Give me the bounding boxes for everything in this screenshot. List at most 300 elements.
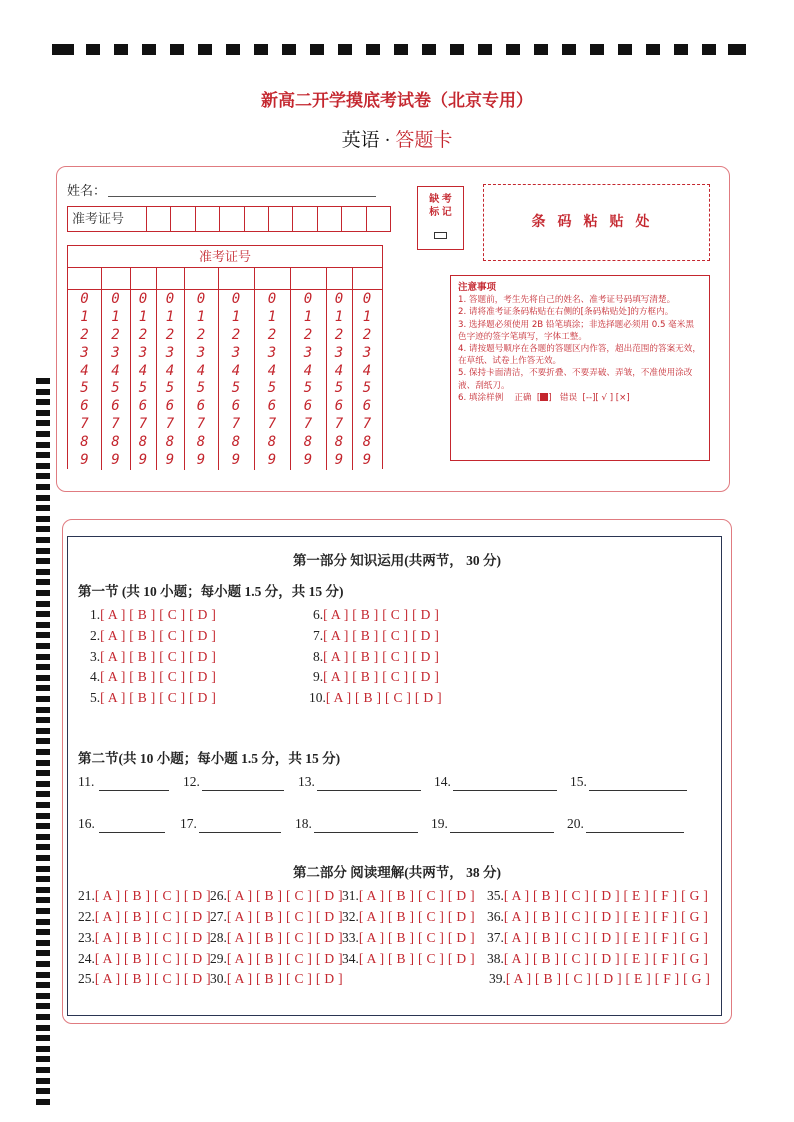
- digit-bubble[interactable]: 5: [165, 380, 175, 397]
- digit-bubble[interactable]: 7: [196, 416, 206, 433]
- digit-bubble[interactable]: 0: [303, 291, 313, 307]
- digit-bubble[interactable]: 3: [334, 344, 344, 361]
- digit-bubble[interactable]: 9: [138, 452, 148, 469]
- part1-title: 第一部分 知识运用(共两节， 30 分): [292, 553, 502, 568]
- choice-bubbles[interactable]: [ A ] [ B ] [ C ] [ D ]: [358, 951, 475, 966]
- question-number: 22.: [78, 909, 95, 924]
- absent-mark-box: [417, 186, 464, 250]
- digit-bubble[interactable]: 7: [165, 416, 175, 433]
- digit-bubble[interactable]: 2: [196, 326, 206, 343]
- exam-id-label: 准考证号: [68, 207, 147, 231]
- choice-bubbles[interactable]: [ A ] [ B ] [ C ] [ D ]: [226, 930, 343, 945]
- digit-bubble[interactable]: 1: [165, 308, 175, 325]
- digit-column: [133, 290, 153, 469]
- alignment-mark: [282, 44, 296, 55]
- digit-bubble[interactable]: 1: [111, 308, 120, 325]
- question-number: 34.: [342, 951, 359, 966]
- exam-id-write-row: [67, 206, 391, 232]
- digit-bubble[interactable]: 4: [362, 362, 372, 379]
- alignment-mark: [198, 44, 212, 55]
- choice-bubbles[interactable]: [ A ] [ B ] [ C ] [ D ] [ E ] [ F ] [ G ]: [503, 930, 709, 945]
- digit-bubble[interactable]: 5: [231, 380, 241, 397]
- choice-bubbles[interactable]: [ A ] [ B ] [ C ] [ D ]: [94, 888, 211, 903]
- digit-bubble[interactable]: 6: [138, 398, 148, 415]
- alignment-mark: [36, 972, 50, 978]
- alignment-mark: [226, 44, 240, 55]
- absent-checkbox[interactable]: [434, 232, 447, 239]
- alignment-mark: [36, 887, 50, 893]
- exam-id-box[interactable]: [269, 207, 293, 231]
- question-number: 9.: [313, 669, 324, 684]
- alignment-mark: [86, 44, 100, 55]
- digit-bubble[interactable]: 2: [138, 326, 148, 343]
- digit-bubble[interactable]: 8: [111, 434, 120, 451]
- digit-bubble[interactable]: 8: [196, 434, 206, 451]
- digit-bubble[interactable]: 9: [362, 452, 372, 469]
- alignment-mark: [36, 940, 50, 946]
- question-number: 38.: [487, 951, 504, 966]
- digit-bubble[interactable]: 4: [267, 362, 277, 379]
- notice-box: [450, 275, 710, 461]
- title-dot: ·: [384, 130, 391, 151]
- alignment-mark: [36, 929, 50, 935]
- question-35: [487, 888, 708, 904]
- choice-bubbles[interactable]: [ A ] [ B ] [ C ] [ D ]: [226, 888, 343, 903]
- digit-bubble[interactable]: 4: [111, 362, 120, 379]
- digit-bubble[interactable]: 1: [334, 308, 344, 325]
- question-39: [489, 971, 710, 987]
- answer-blank[interactable]: [453, 790, 557, 791]
- digit-bubble[interactable]: 0: [138, 291, 148, 307]
- choice-bubbles[interactable]: [ A ] [ B ] [ C ] [ D ]: [100, 669, 217, 684]
- alignment-mark: [338, 44, 352, 55]
- question-4: [90, 669, 216, 685]
- blank-number: 14.: [434, 774, 451, 789]
- digit-bubble[interactable]: 3: [303, 344, 313, 361]
- digit-bubble[interactable]: 7: [80, 416, 89, 433]
- blank-number: 20.: [567, 816, 584, 831]
- question-5: [90, 690, 216, 706]
- question-37: [487, 930, 708, 946]
- digit-bubble[interactable]: 5: [362, 380, 372, 397]
- fill-sample-row: [458, 392, 702, 404]
- alignment-mark: [36, 770, 50, 776]
- alignment-mark: [618, 44, 632, 55]
- choice-bubbles[interactable]: [ A ] [ B ] [ C ] [ D ]: [100, 607, 217, 622]
- digit-bubble[interactable]: 4: [80, 362, 89, 379]
- alignment-mark: [646, 44, 660, 55]
- digit-bubble[interactable]: 9: [267, 452, 277, 469]
- digit-bubble[interactable]: 3: [196, 344, 206, 361]
- digit-bubble[interactable]: 0: [267, 291, 277, 307]
- digit-bubble[interactable]: 0: [196, 291, 206, 307]
- digit-column: [262, 290, 282, 469]
- digit-bubble[interactable]: 2: [334, 326, 344, 343]
- digit-bubble[interactable]: 2: [111, 326, 120, 343]
- alignment-mark: [36, 389, 50, 395]
- digit-bubble[interactable]: 0: [334, 291, 344, 307]
- digit-bubble[interactable]: 0: [111, 291, 120, 307]
- grid-title: 准考证号: [68, 246, 382, 268]
- alignment-mark: [36, 654, 50, 660]
- alignment-mark: [36, 601, 50, 607]
- question-number: 8.: [313, 649, 324, 664]
- question-number: 31.: [342, 888, 359, 903]
- question-7: [313, 628, 439, 644]
- answer-blank[interactable]: [99, 832, 165, 833]
- alignment-mark: [36, 897, 50, 903]
- question-28: [210, 930, 343, 946]
- answer-blank[interactable]: [202, 790, 284, 791]
- answer-blank[interactable]: [317, 790, 421, 791]
- digit-column: [298, 290, 318, 469]
- digit-bubble[interactable]: 3: [138, 344, 148, 361]
- question-6: [313, 607, 439, 623]
- digit-bubble[interactable]: 8: [334, 434, 344, 451]
- digit-column: [226, 290, 246, 469]
- blank-number: 12.: [183, 774, 200, 789]
- alignment-mark: [36, 463, 50, 469]
- left-alignment-marks: [36, 378, 50, 1118]
- digit-bubble[interactable]: 6: [80, 398, 89, 415]
- choice-bubbles[interactable]: [ A ] [ B ] [ C ] [ D ]: [226, 951, 343, 966]
- choice-bubbles[interactable]: [ A ] [ B ] [ C ] [ D ]: [94, 971, 211, 986]
- alignment-mark: [36, 1088, 50, 1094]
- notice-item: 3. 选择题必须使用 2B 铅笔填涂；非选择题必须用 0.5 毫米黑色字迹的签字笔填写，字体工整。: [458, 319, 694, 342]
- question-31: [342, 888, 475, 904]
- digit-bubble[interactable]: 5: [196, 380, 206, 397]
- alignment-mark: [36, 452, 50, 458]
- digit-bubble[interactable]: 0: [231, 291, 241, 307]
- question-2: [90, 628, 216, 644]
- digit-bubble[interactable]: 3: [231, 344, 241, 361]
- choice-bubbles[interactable]: [ A ] [ B ] [ C ] [ D ] [ E ] [ F ] [ G ]: [503, 909, 709, 924]
- absent-label-line: 标 记: [429, 207, 452, 218]
- question-25: [78, 971, 211, 987]
- alignment-mark: [36, 516, 50, 522]
- grid-divider: [218, 267, 219, 470]
- digit-bubble[interactable]: 0: [80, 291, 89, 307]
- digit-bubble[interactable]: 7: [138, 416, 148, 433]
- digit-column: [106, 290, 126, 469]
- choice-bubbles[interactable]: [ A ] [ B ] [ C ] [ D ]: [100, 649, 217, 664]
- digit-bubble[interactable]: 4: [196, 362, 206, 379]
- blank-number: 13.: [298, 774, 315, 789]
- alignment-mark: [422, 44, 436, 55]
- alignment-mark: [36, 834, 50, 840]
- question-3: [90, 649, 216, 665]
- section1-title: 第一节 (共 10 小题；每小题 1.5 分，共 15 分): [78, 584, 344, 599]
- alignment-mark: [36, 579, 50, 585]
- digit-bubble[interactable]: 8: [165, 434, 175, 451]
- question-number: 3.: [90, 649, 101, 664]
- digit-bubble[interactable]: 9: [231, 452, 241, 469]
- digit-bubble[interactable]: 4: [165, 362, 175, 379]
- grid-divider: [130, 267, 131, 470]
- exam-id-box[interactable]: [293, 207, 317, 231]
- digit-bubble[interactable]: 3: [267, 344, 277, 361]
- exam-id-box[interactable]: [147, 207, 171, 231]
- digit-bubble[interactable]: 8: [267, 434, 277, 451]
- exam-id-box[interactable]: [367, 207, 390, 231]
- answer-blank[interactable]: [450, 832, 554, 833]
- digit-bubble[interactable]: 4: [334, 362, 344, 379]
- alignment-mark: [36, 495, 50, 501]
- alignment-mark: [36, 611, 50, 617]
- alignment-mark: [36, 717, 50, 723]
- choice-bubbles[interactable]: [ A ] [ B ] [ C ] [ D ]: [94, 909, 211, 924]
- digit-bubble[interactable]: 1: [138, 308, 148, 325]
- question-number: 26.: [210, 888, 227, 903]
- alignment-mark: [36, 622, 50, 628]
- choice-bubbles[interactable]: [ A ] [ B ] [ C ] [ D ] [ E ] [ F ] [ G ]: [503, 951, 709, 966]
- alignment-mark: [36, 1056, 50, 1062]
- alignment-mark: [36, 643, 50, 649]
- question-number: 35.: [487, 888, 504, 903]
- choice-bubbles[interactable]: [ A ] [ B ] [ C ] [ D ]: [94, 930, 211, 945]
- choice-bubbles[interactable]: [ A ] [ B ] [ C ] [ D ]: [100, 628, 217, 643]
- digit-bubble[interactable]: 6: [334, 398, 344, 415]
- alignment-mark: [36, 982, 50, 988]
- choice-bubbles[interactable]: [ A ] [ B ] [ C ] [ D ]: [94, 951, 211, 966]
- answer-blank[interactable]: [99, 790, 169, 791]
- digit-bubble[interactable]: 6: [267, 398, 277, 415]
- question-27: [210, 909, 343, 925]
- choice-bubbles[interactable]: [ A ] [ B ] [ C ] [ D ]: [323, 628, 440, 643]
- question-24: [78, 951, 211, 967]
- alignment-mark: [394, 44, 408, 55]
- digit-bubble[interactable]: 1: [362, 308, 372, 325]
- digit-bubble[interactable]: 6: [196, 398, 206, 415]
- question-number: 28.: [210, 930, 227, 945]
- alignment-mark: [36, 823, 50, 829]
- alignment-mark: [36, 1003, 50, 1009]
- alignment-mark: [36, 738, 50, 744]
- name-field[interactable]: [108, 196, 376, 197]
- question-number: 33.: [342, 930, 359, 945]
- alignment-mark: [36, 569, 50, 575]
- exam-id-box[interactable]: [318, 207, 342, 231]
- exam-id-bubble-grid: [67, 245, 383, 469]
- wrong-label: 错误: [559, 392, 578, 403]
- answer-blank[interactable]: [314, 832, 418, 833]
- digit-bubble[interactable]: 6: [231, 398, 241, 415]
- choice-bubbles[interactable]: [ A ] [ B ] [ C ] [ D ] [ E ] [ F ] [ G ]: [505, 971, 711, 986]
- digit-bubble[interactable]: 2: [231, 326, 241, 343]
- alignment-mark: [36, 919, 50, 925]
- alignment-mark: [36, 707, 50, 713]
- question-number: 29.: [210, 951, 227, 966]
- digit-bubble[interactable]: 2: [303, 326, 313, 343]
- bracket: ]: [548, 392, 552, 403]
- answer-blank[interactable]: [199, 832, 281, 833]
- alignment-mark: [36, 505, 50, 511]
- digit-bubble[interactable]: 1: [303, 308, 313, 325]
- digit-bubble[interactable]: 5: [334, 380, 344, 397]
- alignment-mark: [36, 696, 50, 702]
- digit-bubble[interactable]: 8: [362, 434, 372, 451]
- fill-sample-label: 6. 填涂样例: [458, 392, 504, 403]
- digit-bubble[interactable]: 9: [334, 452, 344, 469]
- alignment-mark: [590, 44, 604, 55]
- question-number: 4.: [90, 669, 101, 684]
- digit-bubble[interactable]: 0: [165, 291, 175, 307]
- digit-column: [357, 290, 377, 469]
- part2-title: 第二部分 阅读理解(共两节， 38 分): [292, 865, 502, 880]
- alignment-mark: [36, 1035, 50, 1041]
- digit-bubble[interactable]: 8: [80, 434, 89, 451]
- digit-bubble[interactable]: 9: [196, 452, 206, 469]
- alignment-mark: [36, 473, 50, 479]
- question-33: [342, 930, 475, 946]
- digit-bubble[interactable]: 1: [267, 308, 277, 325]
- digit-bubble[interactable]: 5: [111, 380, 120, 397]
- blank-number: 19.: [431, 816, 448, 831]
- digit-bubble[interactable]: 6: [165, 398, 175, 415]
- grid-divider: [101, 267, 102, 470]
- alignment-mark: [36, 685, 50, 691]
- exam-id-box[interactable]: [342, 207, 366, 231]
- exam-id-box[interactable]: [245, 207, 269, 231]
- digit-bubble[interactable]: 8: [231, 434, 241, 451]
- question-22: [78, 909, 211, 925]
- digit-bubble[interactable]: 6: [303, 398, 313, 415]
- exam-id-box[interactable]: [196, 207, 220, 231]
- alignment-mark: [36, 781, 50, 787]
- digit-column: [160, 290, 180, 469]
- question-number: 1.: [90, 607, 101, 622]
- digit-bubble[interactable]: 7: [111, 416, 120, 433]
- absent-label-line: 缺 考: [429, 194, 452, 205]
- digit-bubble[interactable]: 8: [138, 434, 148, 451]
- alignment-mark: [36, 537, 50, 543]
- digit-bubble[interactable]: 7: [303, 416, 313, 433]
- digit-bubble[interactable]: 3: [111, 344, 120, 361]
- alignment-mark: [114, 44, 128, 55]
- choice-bubbles[interactable]: [ A ] [ B ] [ C ] [ D ] [ E ] [ F ] [ G ]: [503, 888, 709, 903]
- question-number: 32.: [342, 909, 359, 924]
- digit-bubble[interactable]: 2: [267, 326, 277, 343]
- alignment-mark: [728, 44, 746, 55]
- digit-bubble[interactable]: 9: [80, 452, 89, 469]
- digit-bubble[interactable]: 2: [165, 326, 175, 343]
- digit-bubble[interactable]: 7: [267, 416, 277, 433]
- alignment-mark: [702, 44, 716, 55]
- digit-bubble[interactable]: 1: [231, 308, 241, 325]
- choice-bubbles[interactable]: [ A ] [ B ] [ C ] [ D ]: [358, 909, 475, 924]
- alignment-mark: [36, 526, 50, 532]
- alignment-mark: [478, 44, 492, 55]
- exam-id-box[interactable]: [220, 207, 244, 231]
- alignment-mark: [52, 44, 74, 55]
- alignment-mark: [506, 44, 520, 55]
- choice-bubbles[interactable]: [ A ] [ B ] [ C ] [ D ]: [226, 909, 343, 924]
- digit-bubble[interactable]: 6: [111, 398, 120, 415]
- question-number: 10.: [309, 690, 326, 705]
- answer-card-label: 答题卡: [395, 130, 453, 151]
- digit-bubble[interactable]: 5: [138, 380, 148, 397]
- subject-name: 英语: [341, 130, 380, 151]
- digit-bubble[interactable]: 9: [303, 452, 313, 469]
- alignment-mark: [450, 44, 464, 55]
- digit-bubble[interactable]: 2: [362, 326, 372, 343]
- exam-id-box[interactable]: [171, 207, 195, 231]
- digit-bubble[interactable]: 0: [362, 291, 372, 307]
- digit-bubble[interactable]: 1: [80, 308, 89, 325]
- choice-bubbles[interactable]: [ A ] [ B ] [ C ] [ D ]: [323, 669, 440, 684]
- choice-bubbles[interactable]: [ A ] [ B ] [ C ] [ D ]: [358, 888, 475, 903]
- subject-title: [0, 125, 794, 152]
- alignment-mark: [36, 844, 50, 850]
- grid-divider: [290, 267, 291, 470]
- digit-bubble[interactable]: 7: [231, 416, 241, 433]
- blank-number: 11.: [78, 774, 95, 789]
- digit-bubble[interactable]: 9: [165, 452, 175, 469]
- choice-bubbles[interactable]: [ A ] [ B ] [ C ] [ D ]: [323, 649, 440, 664]
- answer-blank[interactable]: [586, 832, 684, 833]
- blank-number: 18.: [295, 816, 312, 831]
- digit-bubble[interactable]: 7: [334, 416, 344, 433]
- question-21: [78, 888, 211, 904]
- digit-bubble[interactable]: 5: [267, 380, 277, 397]
- name-label: 姓名：: [67, 183, 107, 198]
- alignment-mark: [36, 760, 50, 766]
- alignment-mark: [36, 908, 50, 914]
- digit-bubble[interactable]: 3: [80, 344, 89, 361]
- alignment-mark: [310, 44, 324, 55]
- question-1: [90, 607, 216, 623]
- digit-bubble[interactable]: 3: [362, 344, 372, 361]
- choice-bubbles[interactable]: [ A ] [ B ] [ C ] [ D ]: [325, 690, 442, 705]
- alignment-mark: [36, 813, 50, 819]
- question-38: [487, 951, 708, 967]
- digit-bubble[interactable]: 4: [138, 362, 148, 379]
- digit-bubble[interactable]: 3: [165, 344, 175, 361]
- question-number: 30.: [210, 971, 227, 986]
- digit-bubble[interactable]: 2: [80, 326, 89, 343]
- grid-divider: [254, 267, 255, 470]
- digit-bubble[interactable]: 1: [196, 308, 206, 325]
- top-alignment-marks: [52, 44, 746, 57]
- digit-bubble[interactable]: 7: [362, 416, 372, 433]
- digit-column: [191, 290, 211, 469]
- alignment-mark: [36, 802, 50, 808]
- digit-bubble[interactable]: 9: [111, 452, 120, 469]
- question-36: [487, 909, 708, 925]
- question-26: [210, 888, 343, 904]
- choice-bubbles[interactable]: [ A ] [ B ] [ C ] [ D ]: [226, 971, 343, 986]
- question-32: [342, 909, 475, 925]
- choice-bubbles[interactable]: [ A ] [ B ] [ C ] [ D ]: [100, 690, 217, 705]
- digit-bubble[interactable]: 5: [80, 380, 89, 397]
- absent-label: [418, 193, 463, 219]
- digit-bubble[interactable]: 6: [362, 398, 372, 415]
- digit-bubble[interactable]: 4: [303, 362, 313, 379]
- digit-bubble[interactable]: 5: [303, 380, 313, 397]
- answer-blank[interactable]: [589, 790, 687, 791]
- digit-bubble[interactable]: 4: [231, 362, 241, 379]
- alignment-mark: [36, 1099, 50, 1105]
- alignment-mark: [142, 44, 156, 55]
- notice-item: 5. 保持卡面清洁，不要折叠、不要弄破、弄皱，不准使用涂改液、刮纸刀。: [458, 368, 693, 391]
- choice-bubbles[interactable]: [ A ] [ B ] [ C ] [ D ]: [358, 930, 475, 945]
- alignment-mark: [36, 442, 50, 448]
- digit-bubble[interactable]: 8: [303, 434, 313, 451]
- choice-bubbles[interactable]: [ A ] [ B ] [ C ] [ D ]: [323, 607, 440, 622]
- question-34: [342, 951, 475, 967]
- question-10: [309, 690, 442, 706]
- alignment-mark: [36, 675, 50, 681]
